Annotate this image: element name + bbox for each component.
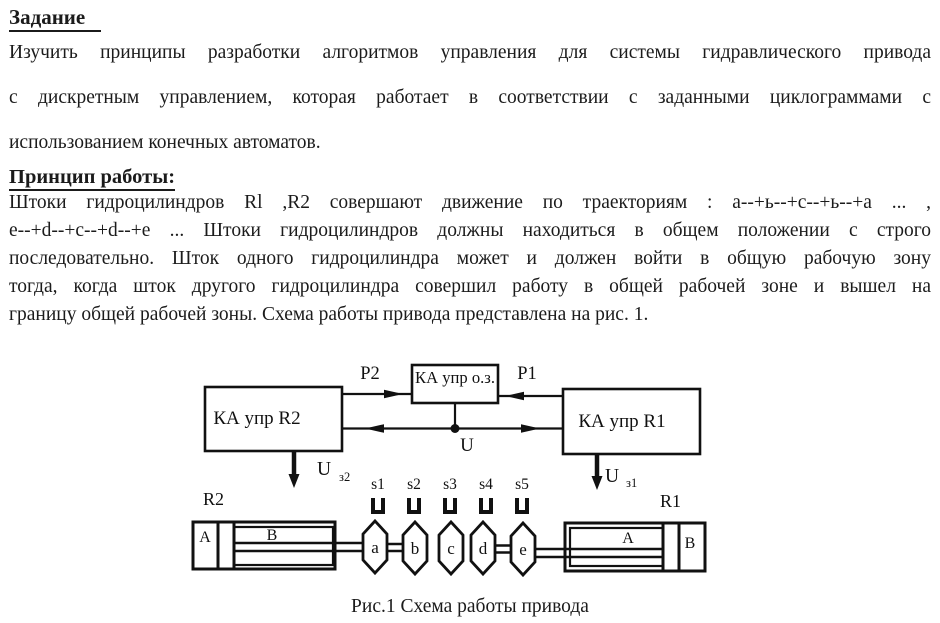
paragraph-task-line: с дискретным управлением, которая работает в соответствии с заданными циклограммами с [9,87,931,108]
section-heading-principle [9,165,931,189]
sensor-bracket-s4 [481,498,491,512]
sensor-label-s4: s4 [479,476,493,493]
sensor-label-s5: s5 [515,476,529,493]
sensor-label-s1: s1 [371,476,385,493]
drive-scheme-svg [0,355,940,595]
document-page [0,4,940,623]
cylinder-r2-body [193,522,335,569]
sensor-label-s3: s3 [443,476,457,493]
paragraph-principle-line: тогда, когда шток другого гидроцилиндра совершил работу в общей рабочей зоне и вышел на [9,276,931,297]
cylinder-r1-piston [663,523,679,571]
section-heading-principle-label: Принцип работы: [9,166,175,191]
paragraph-task-line: Изучить принципы разработки алгоритмов управления для системы гидравлического привода [9,42,931,63]
zone-label-b: b [410,539,420,558]
signal-label-p2: P2 [360,364,380,384]
section-heading-task [9,4,931,30]
paragraph-principle-line: последовательно. Шток одного гидроцилиндра может и должен войти в общую рабочую зону [9,248,931,269]
paragraph-principle-line: Штоки гидроцилиндров Rl ,R2 совершают движение по траекториям : a--+ь--+c--+ь--+a ... , [9,192,931,213]
sensor-bracket-s5 [517,498,527,512]
controller-box-r2-label: КА упр R2 [213,408,301,429]
figure-diagram [0,355,940,595]
arrowhead-p2-right [384,390,403,399]
zone-label-c: c [447,539,455,558]
sensor-bracket-s1 [373,498,383,512]
section-heading-task-label: Задание [9,5,101,32]
signal-label-p1: P1 [517,364,537,384]
arrowhead-u-right [521,424,540,433]
sensor-bracket-s3 [445,498,455,512]
controller-box-oz-label: КА упр о.з. [415,368,495,387]
cylinder-r2-label: R2 [203,489,225,509]
u-junction-dot [451,424,460,433]
arrowhead-p1-left [505,392,524,401]
zone-label-a: a [371,538,379,557]
cylinder-r2-chamber-b-label: B [266,527,278,544]
sensor-bracket-s2 [409,498,419,512]
cylinder-r2-chamber-a-label: A [199,529,211,546]
controller-box-r1-label: КА упр R1 [578,411,666,432]
arrowhead-u-left [365,424,384,433]
zone-label-d: d [478,539,488,558]
paragraph-principle [9,189,931,329]
sensor-label-s2: s2 [407,476,421,493]
zone-label-e: e [519,540,527,559]
paragraph-principle-line: границу общей рабочей зоны. Схема работы привода представлена на рис. 1. [9,304,649,325]
uz1-label-base: U [605,466,620,487]
cylinder-r1-chamber-b-label: B [684,535,696,552]
uz2-arrowhead-down [289,474,300,488]
cylinder-r1-label: R1 [660,491,682,511]
signal-label-u: U [460,435,474,456]
figure-caption: Рис.1 Схема работы привода [351,596,589,617]
paragraph-task-line: использованием конечных автоматов. [9,132,321,153]
cylinder-r2-piston [218,522,234,569]
text-column [0,4,940,329]
paragraph-principle-line: e--+d--+c--+d--+e ... Штоки гидроцилиндров должны находиться в общем положении с строго [9,220,931,241]
uz2-label-base: U [317,459,332,480]
cylinder-r1-chamber-a-label: A [622,530,634,547]
paragraph-task [9,30,931,165]
uz1-arrowhead-down [592,476,603,490]
uz2-label-sub: з2 [339,470,351,484]
uz1-label-sub: з1 [626,476,638,490]
